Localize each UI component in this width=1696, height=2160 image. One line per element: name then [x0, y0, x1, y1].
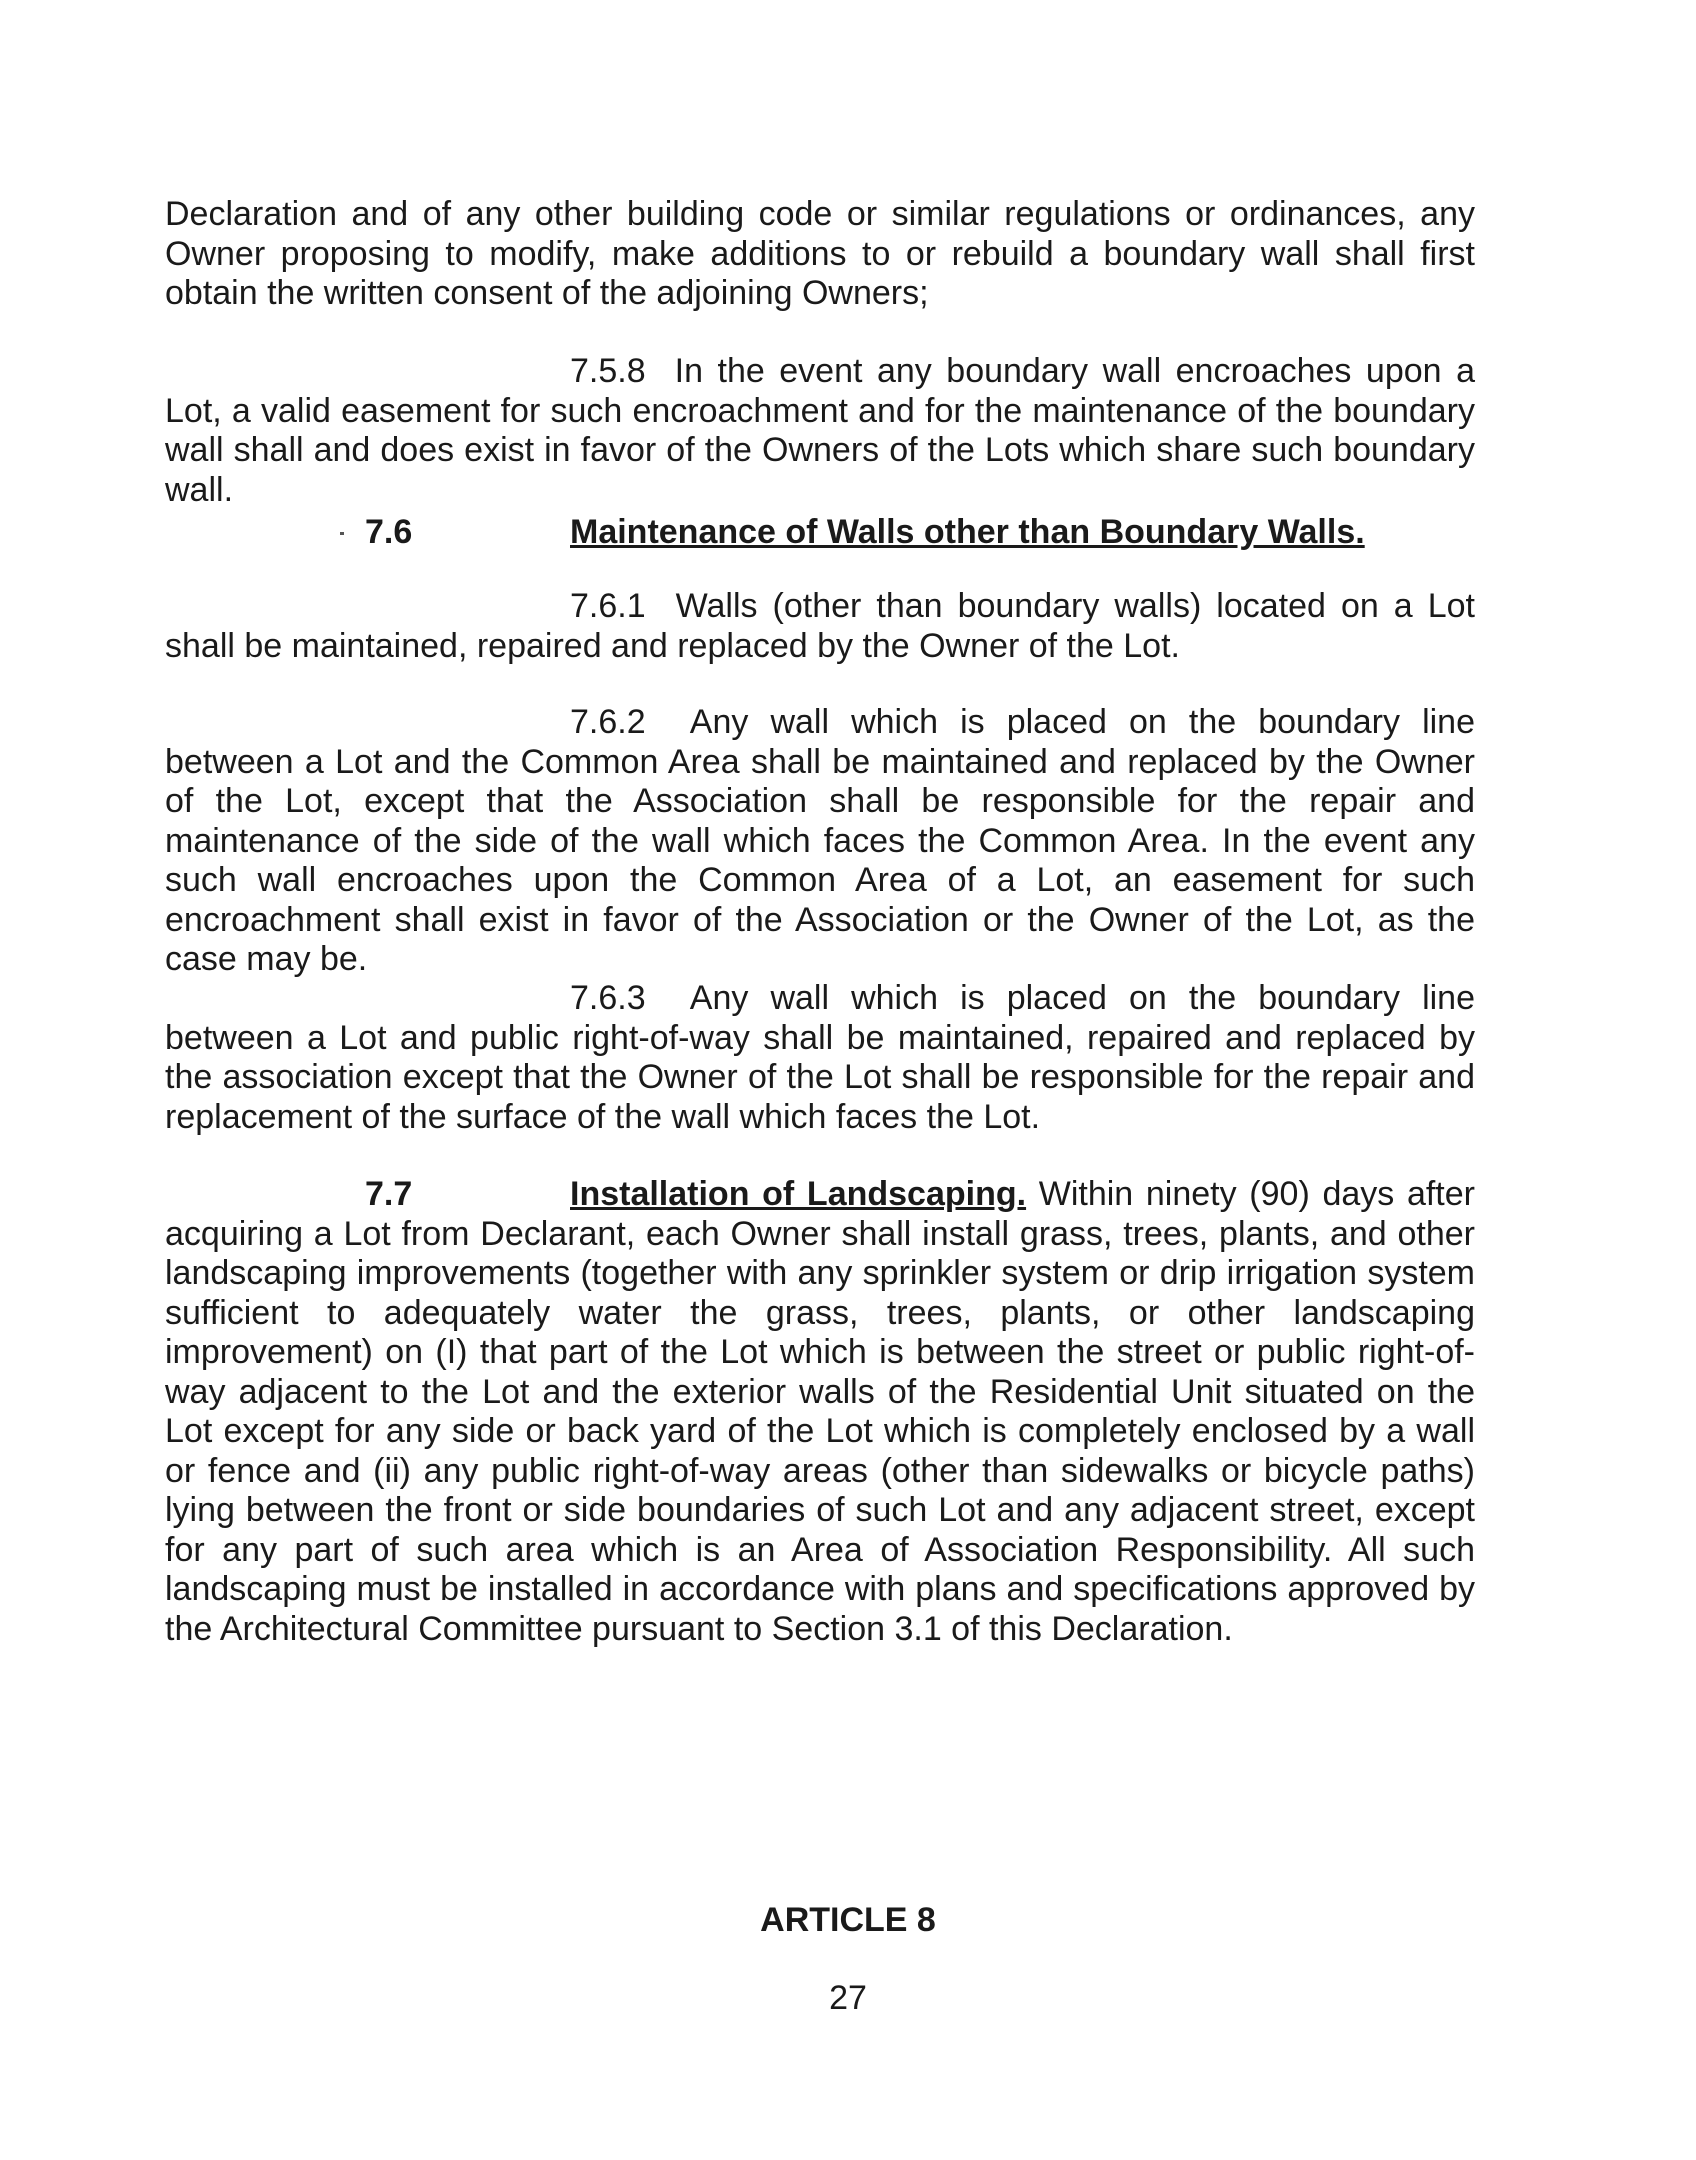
- paragraph-7-6-1: [165, 587, 1475, 666]
- paragraph-7-6-1-text: Walls (other than boundary walls) located on a Lot shall be maintained, repaired and replaced by the Owner of the Lot.: [165, 587, 1475, 665]
- paragraph-7-5-8-text: In the event any boundary wall encroaches upon a Lot, a valid easement for such encroachment and for the maintenance of the boundary wall shall and does exist in favor of the Owners of the Lots which share such boundary wall.: [165, 352, 1475, 509]
- article-heading: ARTICLE 8: [760, 1901, 936, 1939]
- paragraph-7-5-8: [165, 352, 1475, 510]
- section-title-7-6: Maintenance of Walls other than Boundary Walls.: [570, 513, 1365, 551]
- paragraph-7-7: [165, 1175, 1475, 1649]
- page-number: 27: [829, 1979, 867, 2017]
- section-number-7-6-3: 7.6.3: [570, 979, 646, 1017]
- paragraph-7-7-text: Within ninety (90) days after acquiring a Lot from Declarant, each Owner shall install grass, trees, plants, and other landscaping improvements (together with any sprinkler system or drip irrigation system sufficient to adequately water the grass, trees, plants, or other landscaping improvement) on (I) that part of the Lot which is between the street or public right-of-way adjacent to the Lot and the exterior walls of the Residential Unit situated on the Lot except for any side or back yard of the Lot which is completely enclosed by a wall or fence and (ii) any public right-of-way areas (other than sidewalks or bicycle paths) lying between the front or side boundaries of such Lot and any adjacent street, except for any part of such area which is an Area of Association Responsibility. All such landscaping must be installed in accordance with plans and specifications approved by the Architectural Committee pursuant to Section 3.1 of this Declaration.: [165, 1175, 1475, 1648]
- paragraph-7-6-3-text: Any wall which is placed on the boundary line between a Lot and public right-of-way shall be maintained, repaired and replaced by the association except that the Owner of the Lot shall be responsible for the repair and replacement of the surface of the wall which faces the Lot.: [165, 979, 1475, 1136]
- scan-speck: [340, 532, 344, 535]
- paragraph-7-6-3: [165, 979, 1475, 1137]
- section-number-7-7: 7.7: [365, 1175, 413, 1213]
- section-title-7-7: Installation of Landscaping.: [570, 1175, 1027, 1213]
- section-number-7-5-8: 7.5.8: [570, 352, 646, 390]
- paragraph-7-6-2: [165, 703, 1475, 980]
- paragraph-continuation: Declaration and of any other building code or similar regulations or ordinances, any Owner proposing to modify, make additions to or rebuild a boundary wall shall first obtain the written consent of the adjoining Owners;: [165, 195, 1475, 312]
- section-number-7-6-2: 7.6.2: [570, 703, 646, 741]
- paragraph-7-6-2-text: Any wall which is placed on the boundary line between a Lot and the Common Area shall be maintained and replaced by the Owner of the Lot, except that the Association shall be responsible for the repair and maintenance of the side of the wall which faces the Common Area. In the event any such wall encroaches upon the Common Area of a Lot, an easement for such encroachment shall exist in favor of the Association or the Owner of the Lot, as the case may be.: [165, 703, 1475, 978]
- section-number-7-6-1: 7.6.1: [570, 587, 646, 625]
- section-number-7-6: 7.6: [365, 513, 413, 551]
